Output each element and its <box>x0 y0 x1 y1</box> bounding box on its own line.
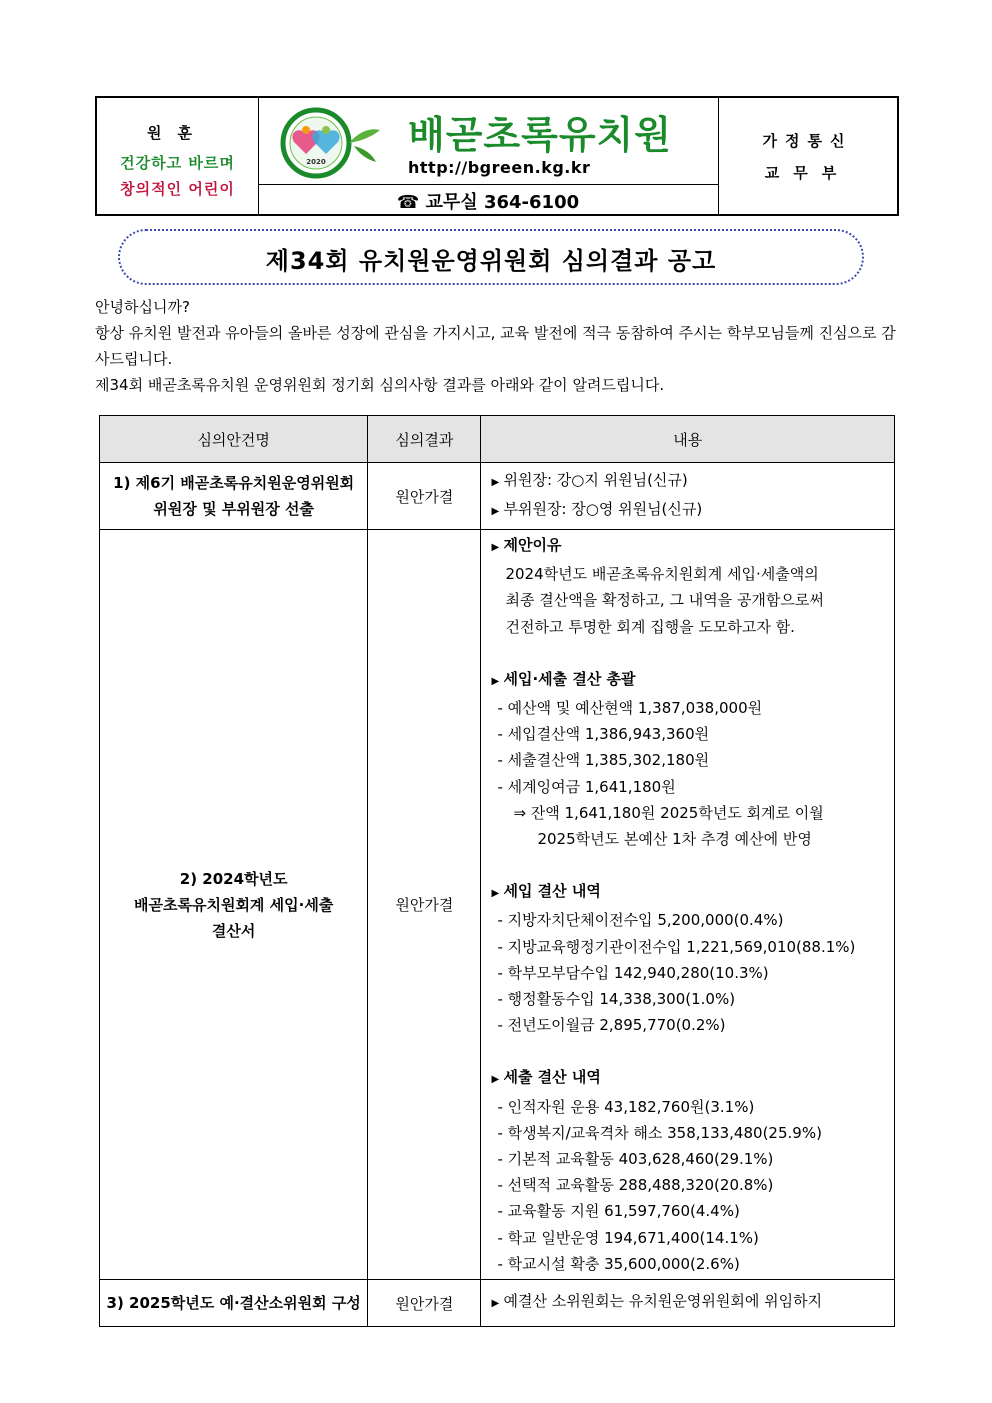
content-line: 건전하고 투명한 회계 집행을 도모하고자 함. <box>505 617 795 636</box>
agenda-line: 2) 2024학년도 <box>179 869 288 888</box>
table-row <box>100 1280 895 1327</box>
content-line: - 예산액 및 예산현액 1,387,038,000원 <box>497 699 763 718</box>
header-result: 심의결과 <box>368 416 481 463</box>
section-heading: ▶ 세입 결산 내역 <box>491 878 894 907</box>
motto-cell <box>97 98 259 214</box>
content-line: - 교육활동 지원 61,597,760(4.4%) <box>497 1202 740 1221</box>
school-info-cell <box>258 98 719 214</box>
content-cell <box>481 1280 895 1327</box>
agenda-line: 1) 제6기 배곧초록유치원운영위원회 <box>113 474 355 492</box>
content-line: - 기본적 교육활동 403,628,460(29.1%) <box>497 1150 774 1169</box>
content-line: ▶ 부위원장: 장○영 위원님(신규) <box>491 496 894 525</box>
intro-text <box>95 294 901 398</box>
agenda-line: 배곧초록유치원회계 세입·세출 <box>134 895 334 914</box>
doc-type: 가정통신 <box>762 132 853 150</box>
content-line: - 세입결산액 1,386,943,360원 <box>497 725 710 744</box>
section-heading: ▶ 세출 결산 내역 <box>491 1064 894 1093</box>
header-content: 내용 <box>481 416 895 463</box>
content-line: 최종 결산액을 확정하고, 그 내역을 공개함으로써 <box>505 591 824 610</box>
content-cell <box>481 463 895 530</box>
content-line: - 학교 일반운영 194,671,400(14.1%) <box>497 1228 759 1247</box>
content-line: - 학부모부담수입 142,940,280(10.3%) <box>497 963 769 982</box>
content-line: - 학교시설 확충 35,600,000(2.6%) <box>497 1254 740 1273</box>
content-line: - 선택적 교육활동 288,488,320(20.8%) <box>497 1176 774 1195</box>
content-line: - 전년도이월금 2,895,770(0.2%) <box>497 1016 726 1035</box>
triangle-bullet-icon: ▶ <box>491 675 500 687</box>
content-line: - 지방자치단체이전수입 5,200,000(0.4%) <box>497 911 784 930</box>
content-line: 2024학년도 배곧초록유치원회계 세입·세출액의 <box>505 565 819 584</box>
section-heading: ▶ 세입·세출 결산 총괄 <box>491 666 894 695</box>
header-agenda: 심의안건명 <box>100 416 368 463</box>
result-cell: 원안가결 <box>368 463 481 530</box>
agenda-cell: 3) 2025학년도 예·결산소위원회 구성 <box>100 1280 368 1327</box>
content-line: - 세계잉여금 1,641,180원 <box>497 777 676 796</box>
doc-type-cell <box>718 98 897 214</box>
divider <box>258 184 718 185</box>
page-title: 제34회 유치원운영위원회 심의결과 공고 <box>265 247 717 275</box>
logo-year: 2020 <box>306 158 326 166</box>
table-row <box>100 463 895 530</box>
content-line: 예결산 소위원회는 유치원운영위원회에 위임하지 <box>503 1292 823 1311</box>
agenda-line: 위원장 및 부위원장 선출 <box>153 500 314 518</box>
table-row <box>100 530 895 1280</box>
content-line: - 학생복지/교육격차 해소 358,133,480(25.9%) <box>497 1123 822 1142</box>
result-cell: 원안가결 <box>368 1280 481 1327</box>
department: 교무부 <box>764 164 851 182</box>
agenda-line: 결산서 <box>211 921 256 940</box>
letterhead <box>95 96 899 216</box>
intro-notice: 제34회 배곧초록유치원 운영위원회 정기회 심의사항 결과를 아래와 같이 알려드립니다. <box>95 376 665 394</box>
triangle-bullet-icon: ▶ <box>491 1074 500 1086</box>
triangle-bullet-icon: ▶ <box>491 888 500 900</box>
content-line: ⇒ 잔액 1,641,180원 2025학년도 회계로 이월 <box>513 803 824 822</box>
result-cell: 원안가결 <box>368 530 481 1280</box>
section-heading: ▶ 제안이유 <box>491 532 894 561</box>
content-line: - 인적자원 운용 43,182,760원(3.1%) <box>497 1097 755 1116</box>
triangle-bullet-icon: ▶ <box>491 542 500 553</box>
greeting: 안녕하십니까? <box>95 298 190 316</box>
office-phone: ☎ 교무실 364-6100 <box>396 192 580 213</box>
agenda-cell <box>100 463 368 530</box>
triangle-bullet-icon: ▶ <box>491 506 500 517</box>
website-url[interactable]: http://bgreen.kg.kr <box>408 158 591 177</box>
kindergarten-logo-icon <box>276 106 386 180</box>
kindergarten-name: 배곧초록유치원 <box>408 113 672 157</box>
motto-line-1: 건강하고 바르며 <box>120 154 235 172</box>
content-line: ▶ 위원장: 강○지 위원님(신규) <box>491 467 894 496</box>
motto-title: 원훈 <box>147 124 208 142</box>
content-line: 2025학년도 본예산 1차 추경 예산에 반영 <box>537 830 812 849</box>
agenda-cell <box>100 530 368 1280</box>
content-line: - 지방교육행정기관이전수입 1,221,569,010(88.1%) <box>497 937 856 956</box>
deliberation-table <box>99 415 895 1327</box>
intro-paragraph: 항상 유치원 발전과 유아들의 올바른 성장에 관심을 가지시고, 교육 발전에 적극 동참하여 주시는 학부모님들께 진심으로 감사드립니다. <box>95 324 896 368</box>
triangle-bullet-icon: ▶ <box>491 1298 500 1310</box>
motto-line-2: 창의적인 어린이 <box>120 180 235 198</box>
table-header-row <box>100 416 895 463</box>
title-banner <box>118 229 864 285</box>
content-line: - 세출결산액 1,385,302,180원 <box>497 751 710 770</box>
triangle-bullet-icon: ▶ <box>491 476 500 488</box>
content-cell <box>481 530 895 1280</box>
content-line: - 행정활동수입 14,338,300(1.0%) <box>497 990 736 1009</box>
